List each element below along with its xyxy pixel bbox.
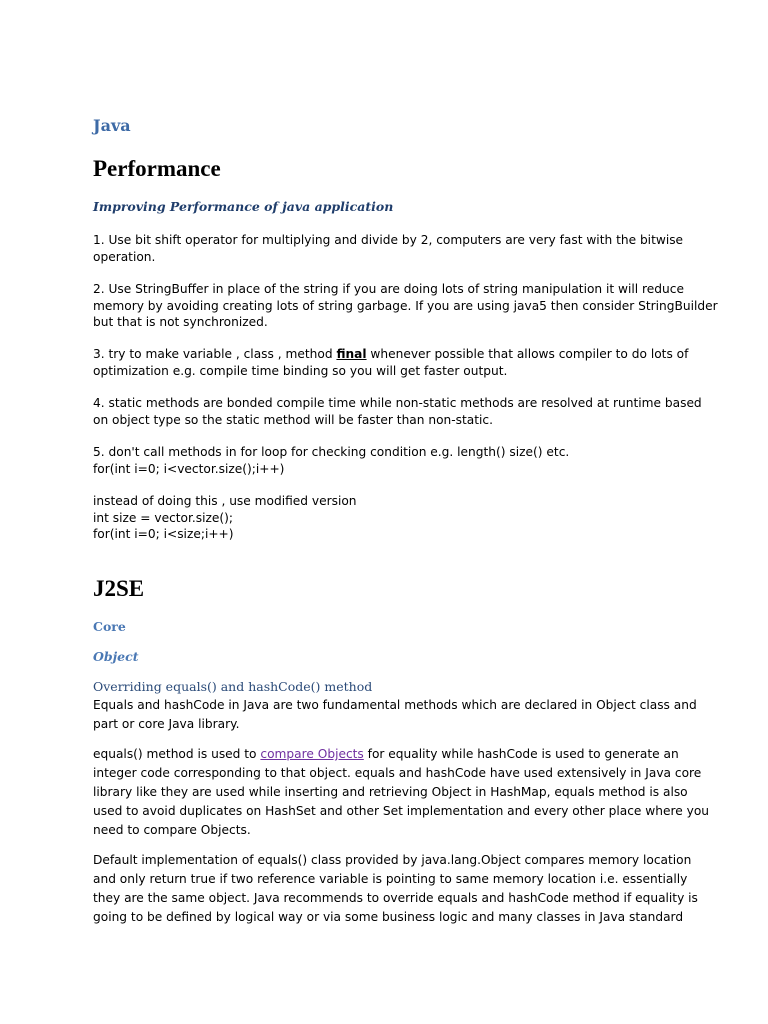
item-5-line-1: 5. don't call methods in for loop for checking condition e.g. length() size() etc. [93,445,570,459]
object-p1-line-2: part or core Java library. [93,717,240,731]
heading-improving-performance: Improving Performance of java application [93,199,394,214]
heading-j2se: J2SE [93,576,145,601]
item-2-line-2: memory by avoiding creating lots of string garbage. If you are using java5 then consider StringBuilder [93,298,718,313]
item-3-text-post: whenever possible that allows compiler to do lots of [366,347,689,361]
heading-overriding-equals-hashcode: Overriding equals() and hashCode() method [93,679,373,694]
item-5-code: for(int i=0; i<vector.size();i++) [93,461,285,476]
object-p1-line-1: Equals and hashCode in Java are two fundamental methods which are declared in Object class and [93,698,697,712]
item-2-line-3: but that is not synchronized. [93,315,268,329]
keyword-final: final [336,347,367,361]
object-p2-text-post: for equality while hashCode is used to generate an [363,747,679,761]
heading-object: Object [93,649,139,664]
instead-line: instead of doing this , use modified version [93,494,357,508]
object-p3-line-3: they are the same object. Java recommends to override equals and hashCode method if equality is [93,891,698,905]
item-2-line-1: 2. Use StringBuffer in place of the string if you are doing lots of string manipulation it will reduce [93,282,684,296]
item-3-line-1 [93,346,689,363]
object-p2-line-4: used to avoid duplicates on HashSet and other Set implementation and every other place where you [93,804,709,818]
performance-item-3 [93,346,689,379]
item-1-line-1: 1. Use bit shift operator for multiplying and divide by 2, computers are very fast with the bitwise [93,233,684,247]
modified-version-block [93,493,678,543]
compare-objects-link[interactable]: compare Objects [260,747,364,761]
object-paragraph-3 [93,851,698,927]
instead-code-1: int size = vector.size(); [93,510,234,525]
object-p2-line-5: need to compare Objects. [93,823,251,837]
object-p3-line-1: Default implementation of equals() class provided by java.lang.Object compares memory location [93,853,692,867]
item-4-line-2: on object type so the static method will be faster than non-static. [93,412,494,427]
object-p3-line-2: and only return true if two reference variable is pointing to same memory location i.e. essentially [93,872,688,886]
item-3-line-2: optimization e.g. compile time binding so you will get faster output. [93,363,508,378]
object-p2-text-pre: equals() method is used to [93,747,261,761]
performance-item-2 [93,281,718,331]
performance-item-4 [93,395,702,428]
object-paragraph-1 [93,696,697,734]
heading-performance: Performance [93,156,221,181]
object-p2-line-3: library like they are used while inserting and retrieving Object in HashMap, equals method is also [93,785,688,799]
object-paragraph-2 [93,745,709,840]
heading-core: Core [93,619,126,634]
object-p2-line-2: integer code corresponding to that object. equals and hashCode have used extensively in Java core [93,766,702,780]
performance-item-5 [93,444,678,477]
item-3-text-pre: 3. try to make variable , class , method [93,347,337,361]
object-p2-line-1 [93,745,678,764]
heading-java: Java [93,116,131,135]
performance-item-1 [93,232,684,265]
item-4-line-1: 4. static methods are bonded compile time while non-static methods are resolved at runtime based [93,396,702,410]
item-1-line-2: operation. [93,249,156,264]
object-p3-line-4: going to be defined by logical way or via some business logic and many classes in Java standard [93,910,684,924]
instead-code-2: for(int i=0; i<size;i++) [93,527,234,541]
